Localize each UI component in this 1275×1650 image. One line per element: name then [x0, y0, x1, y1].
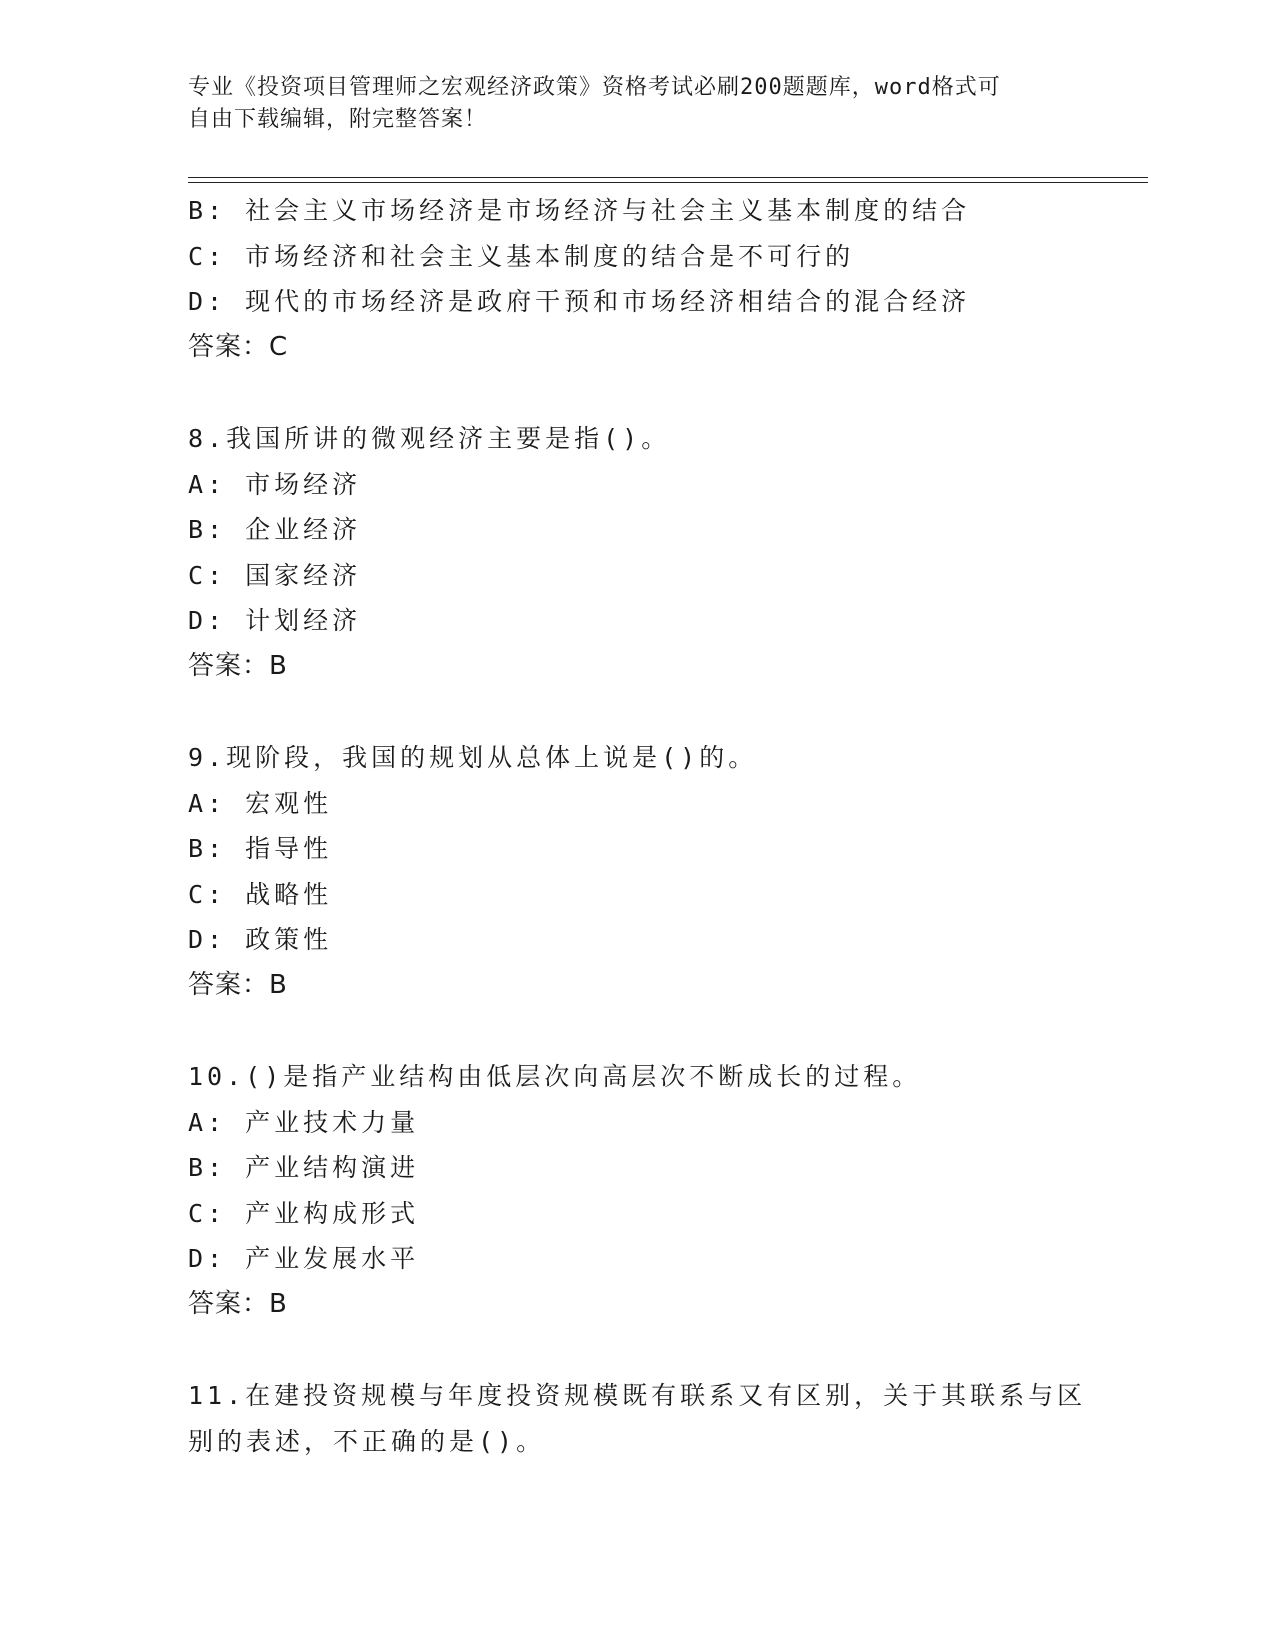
q9-answer: 答案：B [188, 969, 288, 1000]
q9-option-c: C: 战略性 [188, 879, 333, 909]
q8-option-b: B: 企业经济 [188, 515, 362, 544]
q8-option-d: D: 计划经济 [188, 606, 362, 635]
question-list [188, 188, 1088, 1464]
q10-question: 10.()是指产业结构由低层次向高层次不断成长的过程。 [188, 1062, 922, 1091]
q10-option-a: A: 产业技术力量 [188, 1107, 420, 1137]
q9-option-d: D: 政策性 [188, 925, 333, 954]
q10-option-c: C: 产业构成形式 [188, 1198, 420, 1228]
q8-question: 8.我国所讲的微观经济主要是指()。 [188, 424, 671, 453]
question-gap [188, 370, 1088, 416]
question-10-block [188, 1054, 1088, 1327]
q11-question-line-1: 11.在建投资规模与年度投资规模既有联系又有区别，关于其联系与区 [188, 1381, 1087, 1410]
q7-option-c: C: 市场经济和社会主义基本制度的结合是不可行的 [188, 241, 855, 271]
q8-answer: 答案：B [188, 650, 288, 681]
q10-answer: 答案：B [188, 1288, 288, 1319]
q7-option-b: B: 社会主义市场经济是市场经济与社会主义基本制度的结合 [188, 196, 971, 225]
header-title-line-2: 自由下载编辑，附完整答案！ [188, 107, 488, 132]
header-title-line-1: 专业《投资项目管理师之宏观经济政策》资格考试必刷200题题库，word格式可 [188, 75, 1001, 100]
header-divider-bottom [188, 182, 1148, 183]
q11-question-line-2: 别的表述，不正确的是()。 [188, 1426, 546, 1456]
question-gap [188, 689, 1088, 735]
q7-answer: 答案：C [188, 331, 289, 362]
q9-option-a: A: 宏观性 [188, 788, 333, 818]
q9-question: 9.现阶段，我国的规划从总体上说是()的。 [188, 743, 758, 772]
question-7-block [188, 188, 1088, 370]
q7-option-d: D: 现代的市场经济是政府干预和市场经济相结合的混合经济 [188, 287, 971, 316]
q8-option-c: C: 国家经济 [188, 560, 362, 590]
question-gap [188, 1008, 1088, 1054]
q8-option-a: A: 市场经济 [188, 469, 362, 499]
question-gap [188, 1327, 1088, 1373]
q9-option-b: B: 指导性 [188, 834, 333, 863]
question-11-block [188, 1373, 1088, 1464]
q10-option-b: B: 产业结构演进 [188, 1153, 420, 1182]
header-divider-top [188, 177, 1148, 178]
q10-option-d: D: 产业发展水平 [188, 1244, 420, 1273]
document-header [188, 72, 1088, 136]
question-8-block [188, 416, 1088, 689]
question-9-block [188, 735, 1088, 1008]
